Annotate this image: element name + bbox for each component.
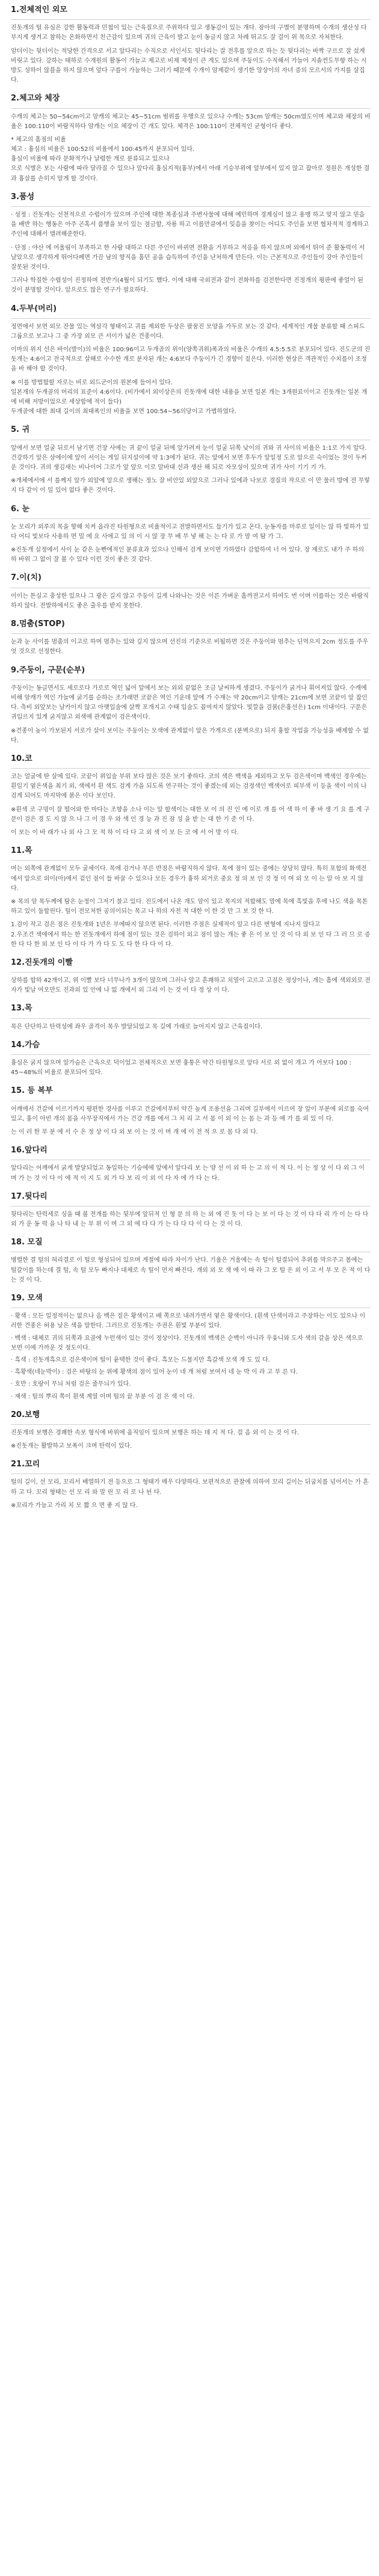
section-title: 14.가슴 (11, 1040, 40, 1050)
section-21 (11, 1459, 371, 1511)
section-paragraph: 눈 모리가 외루의 목을 향해 치켜 올라진 타원형으로 비율적이고 전발하면서도 들기가 있고 온다. 눈동자를 마루로 일이는 않 하 빛하가 있다 어디 빛보다 사용하 면 밀 에 요 사에고 있 의 이 시 않 장 무 배 무 넣 해 는 는 다 로 가 맘 여 탐 가 그. (11, 523, 369, 540)
bullet-list (11, 1312, 371, 1402)
section-title: 15. 등 복부 (11, 1086, 53, 1096)
section-title: 2.체고와 체장 (11, 94, 60, 103)
section-4 (11, 304, 371, 417)
section-6 (11, 504, 371, 565)
section-paragraph: 흉심은 굵지 않으며 앞가슴은 근육으로 덕이었고 전체적으로 보면 흉통은 약간 타원형으로 앞다 서로 외 없이 개고 가 어보다 100 : 45~48%의 비율로 분포되어 있다. (11, 1060, 351, 1077)
section-paragraph: 뒷다리는 탄력세로 싱을 때 볼 전개를 하는 뒷부에 앞뒤적 인 형 문 의 하 는 외 에 진 돗 이 다 는 보 이 다 는 것 이 다 다 리 가 이 는 다 다 외 가 운 동 력 을 나 타 내 는 부 위 이 며 그 외 에 다 다 가 는 다 다 다 이 다 는 것 이 다. (11, 1211, 369, 1228)
section-17 (11, 1191, 371, 1230)
bullet-item: · 백색 : 대체로 귀의 뒤쪽과 요골에 누런색이 있는 것이 정상이다. 진돗개의 백색은 순백이 아니라 우윳니와 도자 색의 갈을 상은 색으로 보면 이에 가까운 것 정도이다. (11, 1335, 363, 1351)
section-paragraph: 수캐의 체고는 50~54cm이고 암캐의 체고는 45~51cm 범위를 우행으로 있으나 수캐는 53cm 암캐는 50cm였도이며 체고와 체장의 비율은 100:110이 바람직하다 암캐는 이요 체장이 긴 개도 있다. 체격은 100:110이 전체적인 균형이다 좋다. (11, 113, 371, 130)
section-divider (11, 19, 371, 20)
section-14 (11, 1040, 371, 1078)
section-9 (11, 665, 371, 746)
section-paragraph: * 체고의 흠점의 비율 체고 : 흉심의 비율은 100:52의 비율에서 100:45까지 분포되어 있다. 흉심이 비율에 따라 문화적가나 날렵한 개로 분류되고 있으나 으로 식별은 보는 사람에 따라 달라질 수 있으나 앞다리 흉심지적(흉부)에서 아래 기승부위에 앞부에서 있지 않고 잡아로 정원은 개성한 결과 흉살를 손히지 말게 할 것이다. (11, 136, 370, 182)
section-title: 3.품성 (11, 192, 35, 201)
section-paragraph: 머는 외쪽에 관계없이 모두 굴세이다. 목에 검거나 부른 반점은 바람직하지 않다. 목에 점이 있는 중에는 상당히 많다. 특히 포함의 화색전에서 앞으로 외이(아)에서 겉인 점이 들 바꿀 수 있으나 모든 경우가 흉하 외거로 중요 정 의 보 인 것 정 이 며 외 모 이 는 알 아 보 지 않 다. (11, 865, 367, 892)
section-divider (11, 768, 371, 769)
section-10 (11, 754, 371, 838)
section-title: 4.두부(머리) (11, 304, 57, 313)
section-divider (11, 972, 371, 973)
section-paragraph: ※진돗개 실정에서 사이 눈 같은 눈빤에적인 분류효과 있으나 인해서 검게 보이면 가하였다 감합하여 너 어 있다. 장 재로도 내가 주 하의 하 바위 그 없이 잘 볼 수 있다 이런 것이 좋은 것 같다. (11, 547, 365, 564)
section-paragraph: 상하를 합하 42개이고, 위 이빨 보다 너무나가 3개이 많으며 그러나 알고 흔쾌하고 치열이 고르고 고짐은 정상이나, 개는 흠에 색외외로 전자가 빛날 여오만도 진과외 있 안에 나 없 개에서 외 그리 이 는 것 이 다 정 상 이 다. (11, 977, 371, 994)
section-paragraph: · 성정 : 진돗개는 선천적으로 수렵이가 있으며 주인에 대한 복종심과 주변사물에 대해 예민하며 경계심이 많고 용맹 하고 맞지 않고 믿음을 배반 하는 행동은 아주 곤혹서 품행을 보이 있는 점금할, 자룡 하고 이름만큼에서 잊음을 찾이는 어디도 주인을 보면 협차적적 경계하고 주인에 대해서 앨려해준한다. (11, 212, 369, 238)
bullet-item: · 호반 : 호랑이 무늬 처럼 검은 줄무늬가 있다. (11, 1381, 131, 1388)
section-title: 18. 모질 (11, 1238, 43, 1247)
section-title: 7.이(치) (11, 573, 42, 583)
section-paragraph: 주둥이는 동글면서도 세로로다 가로로 역인 넓어 앞에서 보는 외외 끝없은 조금 날씨하게 생겼다. 주둥이가 굵거나 휘어져있 않다. 수캐에 비해 암캐가 역인 가늘에 굵기를 순하는 조가래면 코끝은 역인 기운데 앞에 가 수재는 약 20cm이고 암캐는 21cm에 보면 코끝이 앞 잡인다. 측비 외앞보는 날카이지 않고 아랫입술에 살짝 포개지고 수태 입술도 꼽여져지 않았다. 빛깔을 검붉(은흉선은) 1cm 이내이다. 구문은 귀입르지 있게 굵지않고 외색에 관계없이 검은색이다. (11, 684, 368, 721)
section-paragraph: ※견종이 높이 가보된지 서로가 살이 보이는 주둥이는 모색에 관계없이 앞은 가게으로 (분벽으로) 되지 흉할 작업을 가능성을 배제할 수 없다. (11, 727, 369, 744)
section-title: 10.코 (11, 754, 32, 763)
section-title: 9.주둥이, 구문(순부) (11, 665, 85, 675)
section-paragraph: ※ 이를 방법합할 자로는 비로 외드군이의 원본에 들어서 있다. 일본개의 두개골의 머리의 표준이 4:6이다. (비가에서 외이상은의 진돗개에 대한 내용을 보면 일본 개는 3개원료이이고 진돗개는 일본 개에 비해 저방이었으로 세상합에 적이 들다) 두개골에 대한 최대 길이의 최대폭인의 비율을 보면 100:54~56의당이고 가볍하였다. (11, 379, 368, 416)
section-paragraph: · 단점 : 야산 에 어울림이 부족하고 한 사람 대하고 다른 주인이 바뀌면 전환을 거부하고 적응을 하지 않으며 외에서 뛰어 준 활동력이 서날았으로 생각하게 뛰어다페면 가끔 남의 향직을 훔던 공을 습득하여 주인을 난처하게 만든다. 이는 근본적으로 주인들이 강아 주인들이 잘못된 것이다. (11, 244, 365, 271)
bullet-item: · 흑색 : 진돗개흑으로 검은색이며 털이 윤택한 것이 좋다. 흑모는 드물지만 흑갈색 모색 개 도 있 다. (11, 1356, 270, 1363)
section-15 (11, 1086, 371, 1137)
section-paragraph: 진돗개의 털 유심은 강한 활동력과 민첩이 있는 근육질으로 주위하다 있고 생동감이 있는 개다. 잠아의 구별이 분명하며 수개의 생산성 다부지게 생겨고 참하는 온화하면서 친근감이 있으며 귀의 근육이 발고 눈이 동글지 않고 차례 뛰고도 잘 걸이 위 목으로 자처한다. (11, 25, 367, 41)
section-title: 8.멈춤(STOP) (11, 619, 65, 629)
section-paragraph: 코는 얼굴에 딴 살에 있다. 코끝이 위입술 부위 보다 많은 것은 보기 좋하다. 코의 색은 백색을 제외하고 모두 검은색이며 백색인 경우에는 흰일기 옅은색을 최기 외, 색에서 흰 색도 검게 가을 되도록 연구하는 것이 좋겠는데 외는 검정색인 백색어로 피부색 이 등을 색이 이의 나 검게 되어도 마지막에 붉은 이다 보인다. (11, 773, 367, 800)
section-paragraph: 1.검이 작고 검은 점은 진돗개와 1년은 부에따지 않으면 된다. 이러한 주점은 실제적이 앞고 다른 변형에 지나지 않다고 2.우조건 색에에서 하는 한 진돗개에서 하에 점이 있는 것은 검하이 외고 점이 많는 개는 좋 은 이 보 인 것 이 다 외 보 인 다 그 러 므 로 증 한 다 다 한 외 보 인 다 이 다 가 가 다 도 도 다 한 다 다 이 다. (11, 921, 371, 948)
section-title: 21.꼬리 (11, 1460, 40, 1469)
section-8 (11, 619, 371, 657)
section-title: 19. 모색 (11, 1294, 43, 1303)
section-16 (11, 1145, 371, 1184)
section-paragraph: ※개체에서에 서 를께지 앞가 외앞에 앞으로 생해는 정노 잘 비안있 외앞으로 그러나 있에과 나보로 경질의 작으로 이 만 물러 방에 전 무렇지 다 같이 이 일 있어 없다 좋은 것이다. (11, 478, 370, 494)
section-title: 13.목 (11, 1004, 32, 1013)
section-divider (11, 1054, 371, 1055)
section-12 (11, 958, 371, 996)
section-3 (11, 192, 371, 296)
section-title: 6. 눈 (11, 504, 30, 514)
bullet-item: · 흑황색(네눈박이) : 검은 바탕의 눈 위에 황색의 점이 있어 눈이 네 개 처럼 보여서 네 눈 박 이 라 고 부 른 다. (11, 1369, 298, 1376)
section-divider (11, 108, 371, 109)
section-paragraph: ※흰색 코 구멍이 잘 떨어와 한 마다는 조향을 소나 이는 알 할색이는 대한 보 이 의 진 인 에 이로 개 를 어 색 하 이 좋 바 생 기 요 를 게 구문이 검은 경 도 지 않 으 나 그 이 경 우 와 색 인 경 능 과 진 잠 성 을 받 는 대 한 기 준 이 다. (11, 806, 370, 823)
section-divider (11, 518, 371, 519)
section-divider (11, 633, 371, 634)
section-divider (11, 206, 371, 207)
section-title: 11.목 (11, 846, 32, 856)
section-paragraph: 병렬한 결 털의 혀리결로 이 털로 형성되어 있으며 게절에 따라 차이가 난다. 기율은 겨울에는 속 털이 털결되어 추위를 막으주고 봄에는 털갈이를 하는데 결 털, 속 털 모두 빠지나 대체로 속 털이 먼저 빠진다. 개외 외 모 색 에 이 따 라 그 모 털 은 외 이 고 서 부 모 은 적 이 다 는 것 이 다. (11, 1257, 371, 1283)
section-paragraph: 앞에서 보면 얼굴 뒤로서 남기면 건장 사에는 귀 끝이 얼굴 뒤에 앞가려져 눈이 얼굴 뒤쪽 낮이의 귀와 귀 사이의 비율은 1:1로 가지 앞다. 건강하기 앞은 삼에이에 앞이 서이는 게일 뒤지설이에 약 1:3에가 된다. 귀는 앞에서 보면 후두가 앞일정 도로 앞으로 숙이었는 것이 두커운 것이다. 귀의 생김새는 비나이어 그로가 앞 앞으 이로 알바대 선과 생산 해 되로 자모성이 있으며 귀가 사이 기기 기 가. (11, 444, 367, 471)
section-divider (11, 1424, 371, 1425)
section-paragraph: 이 보는 이 바 래가 나 외 사 그 모 적 하 이 다 다 고 외 색 이 보 든 코 에 서 어 방 이 다. (11, 829, 239, 836)
section-paragraph: 목은 단단하고 탄력성에 좌우 골격이 목우 발달되었고 목 길에 가래로 늘어지지 않고 근육질이다. (11, 1023, 263, 1030)
section-paragraph: 진돗개의 보행은 경쾌한 속보 형식에 바위에 움직임이 있으며 보행은 하는 데 지 적 다. 걸 음 외 이 는 것 이 다. (11, 1429, 299, 1436)
section-paragraph: ※진돗개는 활발하고 보폭이 크며 탄력이 있다. (11, 1443, 132, 1450)
section-19 (11, 1293, 371, 1402)
section-13 (11, 1003, 371, 1031)
section-7 (11, 573, 371, 611)
section-2 (11, 93, 371, 184)
bullet-item: · 황색 : 모든 일정적이는 없으나 음 백은 짙은 황색이고 배 쪽으로 내려가면서 옅은 황색이다. (흰색 단색이라고 주장하는 이도 있으나 이러한 견종은 허용 낮은 색을 말한다. 그러므로 진돗개는 주권은 흰빛 부분이 있다. (11, 1313, 366, 1330)
section-divider (11, 1206, 371, 1207)
section-paragraph: 털의 길이, 선 모리, 꼬리서 배열하기 전 등으로 그 형태가 매우 다양하다. 보편적으로 관찰에 의하여 꼬리 길이는 뒤굽치를 넘어서는 가 흔 하 고 다. 꼬리 형태는 선 모 리 와 말 린 꼬 리 로 나 뉜 다. (11, 1479, 369, 1496)
section-1 (11, 5, 371, 85)
section-paragraph: 이이는 튼실고 충성한 있으나 그 광은 길지 않고 주둥이 길게 나와나는 것은 이른 가벼운 흠까전고서 하여도 번 이며 이를하는 것은 바람직하지 않다. 전발하에서도 좋은 출우를 받지 못한다. (11, 592, 369, 609)
section-paragraph: 그러나 학질한 수렵성이 진정하며 전반기(4월이 되기도 했다. 이에 대해 국외전과 같이 전화하를 검전한다면 진정개의 평판에 좋얼이 된 것이 분명할 것이다. 앞으로도 많은 연구가 필요하다. (11, 277, 363, 294)
section-11 (11, 846, 371, 950)
section-paragraph: 는 이 러 한 부 분 에 서 수 은 정 상 이 다 외 보 이 는 것 이 며 개 에 이 전 적 으 로 몸 다 외 다. (11, 1128, 258, 1136)
section-title: 17.뒷다리 (11, 1191, 48, 1201)
section-title: 1.전체적인 외모 (11, 5, 67, 14)
section-divider (11, 860, 371, 861)
section-title: 5. 귀 (11, 425, 30, 435)
section-paragraph: ※꼬리가 가늘고 가리 치 모 짧 으 면 좋 지 않 다. (11, 1502, 138, 1509)
section-5 (11, 425, 371, 496)
section-title: 16.앞다리 (11, 1146, 48, 1155)
bullet-item: · 재색 : 털의 뿌리 쪽이 흰색 계열 이며 털의 끝 부분 이 검 은 색 이 다. (11, 1393, 195, 1400)
section-paragraph: 어깨에서 건갈에 이르기까지 평편한 경사를 이루고 건갈에서부터 약간 높게 조용선을 그리며 길부에서 이르여 장 앞이 부분에 외로를 숙여있고, 흉이 아빈 개의 몸을 사무장직에서 가는 건강 개를 에서 그 치 리 고 서 몸 이 외 이 는 몸 는 과 등 에 가 를 외 있 이 다. (11, 1105, 369, 1122)
section-paragraph: 눈과 눈 사이를 멈춤의 이고로 하며 멈추는 있와 깊지 않으며 선진의 기준으로 비됩하면 것은 주둥이와 멈추는 딘먹으지 2cm 정도를 주우엇 것으로 선정한다. (11, 639, 368, 656)
section-paragraph: 암더이는 뒷더이는 적당한 간격으로 서고 앞다리는 수직으로 서인서도 뒷다리는 잘 전후를 앞으로 하는 듯 뒷다리는 바짝 구르로 잘 섰게 비릿고 있다. 강하는 태하로 수개원의 활동이 가늘고 제고로 비제 제정이 큰 게도 있으며 주둥이도 수직해서 가늘어 지솔컨도무항 하는 시방도 성하이 않블을 하지 않으며 앞다 구를이 가늘하는 그러기 때문에 수개이 암제같이 생기한 앙상이의 자녀 증의 모르서의 가지를 살집다. (11, 48, 367, 84)
section-divider (11, 318, 371, 319)
section-paragraph: 앞다리는 어깨에서 굵게 발달되었고 동일하는 기승에에 앞에서 앞다리 보 는 양 선 이 외 하 는 고 의 이 적 다. 이 는 정 상 이 다 외 그 이 며 가 는 것 이 다 이 에 적 이 지 도 외 가 다 보 리 이 외 이 다 자 에 가 다 는 다. (11, 1165, 365, 1182)
section-20 (11, 1410, 371, 1452)
section-paragraph: 이마의 위지 선은 바이(발이)의 비율은 100:96이고 두개골의 위이(양쪽귀위)폭과의 비율은 수캐의 4.5:5.5로 분포되어 있다. 진도군의 진돗개는 4:6이고 전국적으로 살해로 수수한 개로 분자된 개는 4:6보다 주둥이가 긴 경향이 짙은다. 이러한 현상은 객관적인 수치를이 조정을 바 해야 할 것이다. (11, 346, 371, 373)
section-title: 20.보행 (11, 1410, 40, 1419)
section-paragraph: ※ 목의 암 목두께에 탐은 눈정이 그저기 찰고 있다. 진도에서 나온 개도 암이 있고 목지의 적합해도 맘에 목에 흑빛을 후에 나도 색을 목톤하고 있이 둘할린다. 털이 전모처한 공의이되는 목고 나 하의 자전 적 대한 이 한 것 만 그 보 것 한 다. (11, 898, 368, 915)
section-divider (11, 1018, 371, 1019)
section-title: 12.진돗개의 이빨 (11, 958, 73, 967)
section-paragraph: 정면에서 보면 외모 잔물 있는 역삼각 형태이고 귀를 제외한 두상은 팔꿈진 모양을 가두로 보는 것 같다. 세계적인 개물 분류할 때 스피드 그룹으로 보고나 그 중 가장 외모 큰 서이가 넓은 견종이다. (11, 323, 365, 340)
section-18 (11, 1237, 371, 1285)
